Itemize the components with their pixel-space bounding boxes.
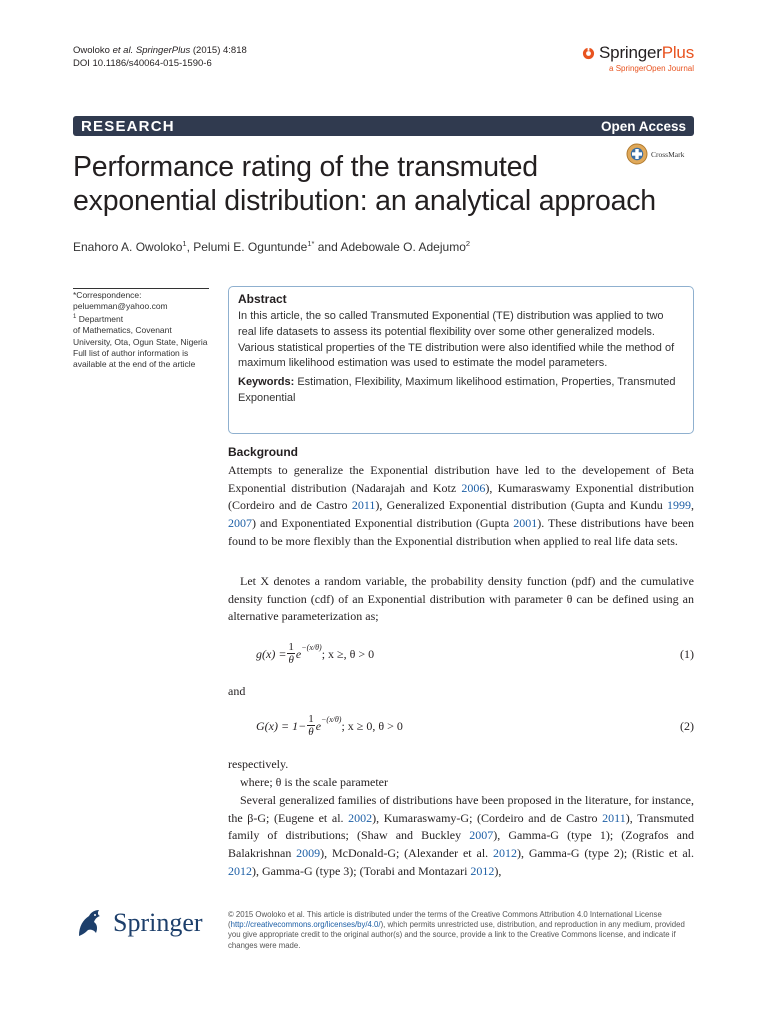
keywords-list: Estimation, Flexibility, Maximum likelihood estimation, Properties, Transmuted Exponential <box>238 376 676 404</box>
affiliation-marker: 1* <box>307 239 315 248</box>
equation-lhs: g(x) = <box>256 646 287 661</box>
author-name[interactable]: Pelumi E. Oguntunde <box>193 240 308 254</box>
section-heading-background: Background <box>228 445 299 459</box>
correspondence-label: *Correspondence: <box>73 290 142 300</box>
affiliation-dept: Department <box>76 314 124 325</box>
author-info-note: Full list of author information is available at the end of the article <box>73 347 196 370</box>
affiliation-marker: 1 <box>73 314 77 321</box>
author-separator: and <box>314 240 341 254</box>
equation-number: (2) <box>680 718 694 733</box>
correspondence-sidebar <box>73 288 209 370</box>
citation-line <box>73 44 247 57</box>
affiliation <box>73 312 209 347</box>
paragraph-text: where; θ is the scale parameter <box>240 774 389 789</box>
article-title <box>73 150 713 218</box>
springerplus-logo-icon <box>582 47 595 60</box>
citation-link[interactable]: 2006 <box>461 480 486 495</box>
fraction-numerator: 1 <box>288 641 294 653</box>
author-name[interactable]: Adebowale O. Adejumo <box>340 240 466 254</box>
paragraph-text: Let X denotes a random variable, the probability density function (pdf) and the cumulative density function (cdf) of an Exponential distribution with parameter θ can be defined using an alternative parameterization as; <box>228 574 694 624</box>
citation-header <box>73 44 247 70</box>
fraction-denominator: θ <box>288 654 294 666</box>
equation-1-body <box>256 634 374 674</box>
author-list <box>73 239 470 254</box>
citation-link[interactable]: 2012 <box>228 863 252 878</box>
equation-1 <box>228 634 694 674</box>
citation-link[interactable]: 2011 <box>602 810 626 825</box>
affiliation-marker: 1 <box>182 239 187 248</box>
citation-year: (2015) 4:818 <box>192 45 247 56</box>
citation-link[interactable]: 2002 <box>348 810 373 825</box>
publisher-name: Springer <box>113 908 203 937</box>
exponent: −(x/θ) <box>321 714 342 724</box>
paragraph-text: respectively. <box>228 757 289 771</box>
brand-subtitle: a SpringerOpen Journal <box>609 64 694 73</box>
abstract-box <box>228 286 694 434</box>
equation-2-body <box>256 706 403 746</box>
background-paragraph-1: Attempts to generalize the Exponential distribution have led to the developement of Beta Exponential distribution (Nadarajah and Kotz 2006), Kumaraswamy Exponential distribution (Cordeiro and de Castro 2011), Generalized Exponential distribution (Gupta and Kundu 1999, 2007) and Exponentiated Exponential distribution (Gupta 2001). These distributions have been found to be more flexibly than the Exponential distribution when applied to real life data sets. <box>228 463 695 548</box>
citation-link[interactable]: 2012 <box>493 846 517 861</box>
springer-horse-icon <box>73 906 107 940</box>
citation-journal: SpringerPlus <box>135 45 191 56</box>
keywords-label: Keywords: <box>238 376 295 389</box>
fraction-denominator: θ <box>308 726 314 738</box>
citation-link[interactable]: 2012 <box>470 863 495 878</box>
abstract-heading: Abstract <box>238 292 287 306</box>
article-type-label: RESEARCH <box>81 117 175 135</box>
correspondence-email[interactable]: peluemman@yahoo.com <box>73 301 168 312</box>
background-paragraph-2 <box>228 573 694 626</box>
equation-condition: ; x ≥, θ > 0 <box>321 646 375 661</box>
brand-name: SpringerPlus <box>599 43 694 62</box>
paragraph-text: and <box>228 684 246 698</box>
fraction <box>287 642 295 666</box>
fraction <box>307 714 315 738</box>
equation-number: (1) <box>680 646 694 661</box>
affiliation-marker: 2 <box>465 239 471 248</box>
affiliation-address: of Mathematics, Covenant University, Ota, Ogun State, Nigeria <box>73 325 208 347</box>
citation-link[interactable]: 2009 <box>296 846 321 861</box>
license-link[interactable]: http://creativecommons.org/licenses/by/4.0/ <box>230 920 381 930</box>
equation-condition: ; x ≥ 0, θ > 0 <box>341 718 403 733</box>
exponential-base: e <box>315 718 322 733</box>
fraction-numerator: 1 <box>308 713 314 725</box>
doi[interactable]: DOI 10.1186/s40064-015-1590-6 <box>73 58 212 69</box>
title-line-2: exponential distribution: an analytical approach <box>73 185 656 217</box>
keywords <box>238 375 683 407</box>
publisher-logo <box>73 906 203 940</box>
post-equation-text <box>228 756 694 791</box>
background-paragraph-3: Several generalized families of distributions have been proposed in the literature, for instance, the β-G; (Eugene et al. 2002), Kumaraswamy-G; (Cordeiro and de Castro 2011), Transmuted family of distributions; (Shaw and Buckley 2007), Gamma-G (type 1); (Zografos and Balakrishnan 2009), McDonald-G; (Alexander et al. 2012), Gamma-G (type 2); (Ristic et al. 2012), Gamma-G (type 3); (Torabi and Montazari 2012), <box>228 793 695 878</box>
author-separator: , <box>186 240 194 254</box>
equation-2 <box>228 706 694 746</box>
open-access-label: Open Access <box>600 118 686 134</box>
exponent: −(x/θ) <box>301 642 322 652</box>
abstract-text: In this article, the so called Transmuted Exponential (TE) distribution was applied to two real life datasets to assess its potential flexibility over some other generalized models. Various statistical properties of the TE distribution were also identified while the method of maximum likelihood estimation was used to estimate the model parameters. <box>238 310 675 370</box>
citation-link[interactable]: 1999 <box>667 498 692 513</box>
crossmark-label: CrossMark <box>651 149 685 159</box>
citation-etal: et al. <box>112 45 134 56</box>
citation-link[interactable]: 2007 <box>228 516 252 531</box>
citation-link[interactable]: 2007 <box>469 828 494 843</box>
article-type-banner <box>73 116 694 136</box>
citation-authors: Owoloko <box>73 45 110 56</box>
citation-link[interactable]: 2011 <box>351 498 376 513</box>
exponential-base: e <box>295 646 302 661</box>
journal-brand[interactable] <box>582 43 694 73</box>
title-line-1: Performance rating of the transmuted <box>73 151 538 183</box>
citation-link[interactable]: 2001 <box>513 516 538 531</box>
author-name[interactable]: Enahoro A. Owoloko <box>73 240 183 254</box>
equation-lhs: G(x) = 1− <box>256 718 307 733</box>
connector-text <box>228 683 694 701</box>
license-notice: © 2015 Owoloko et al. This article is distributed under the terms of the Creative Commons Attribution 4.0 International License (http://creativecommons.org/licenses/by/4.0/), which permits unrestricted use, distribution, and reproduction in any medium, provided you give appropriate credit to the original author(s) and the source, provide a link to the Creative Commons license, and indicate if changes were made. <box>228 910 685 950</box>
